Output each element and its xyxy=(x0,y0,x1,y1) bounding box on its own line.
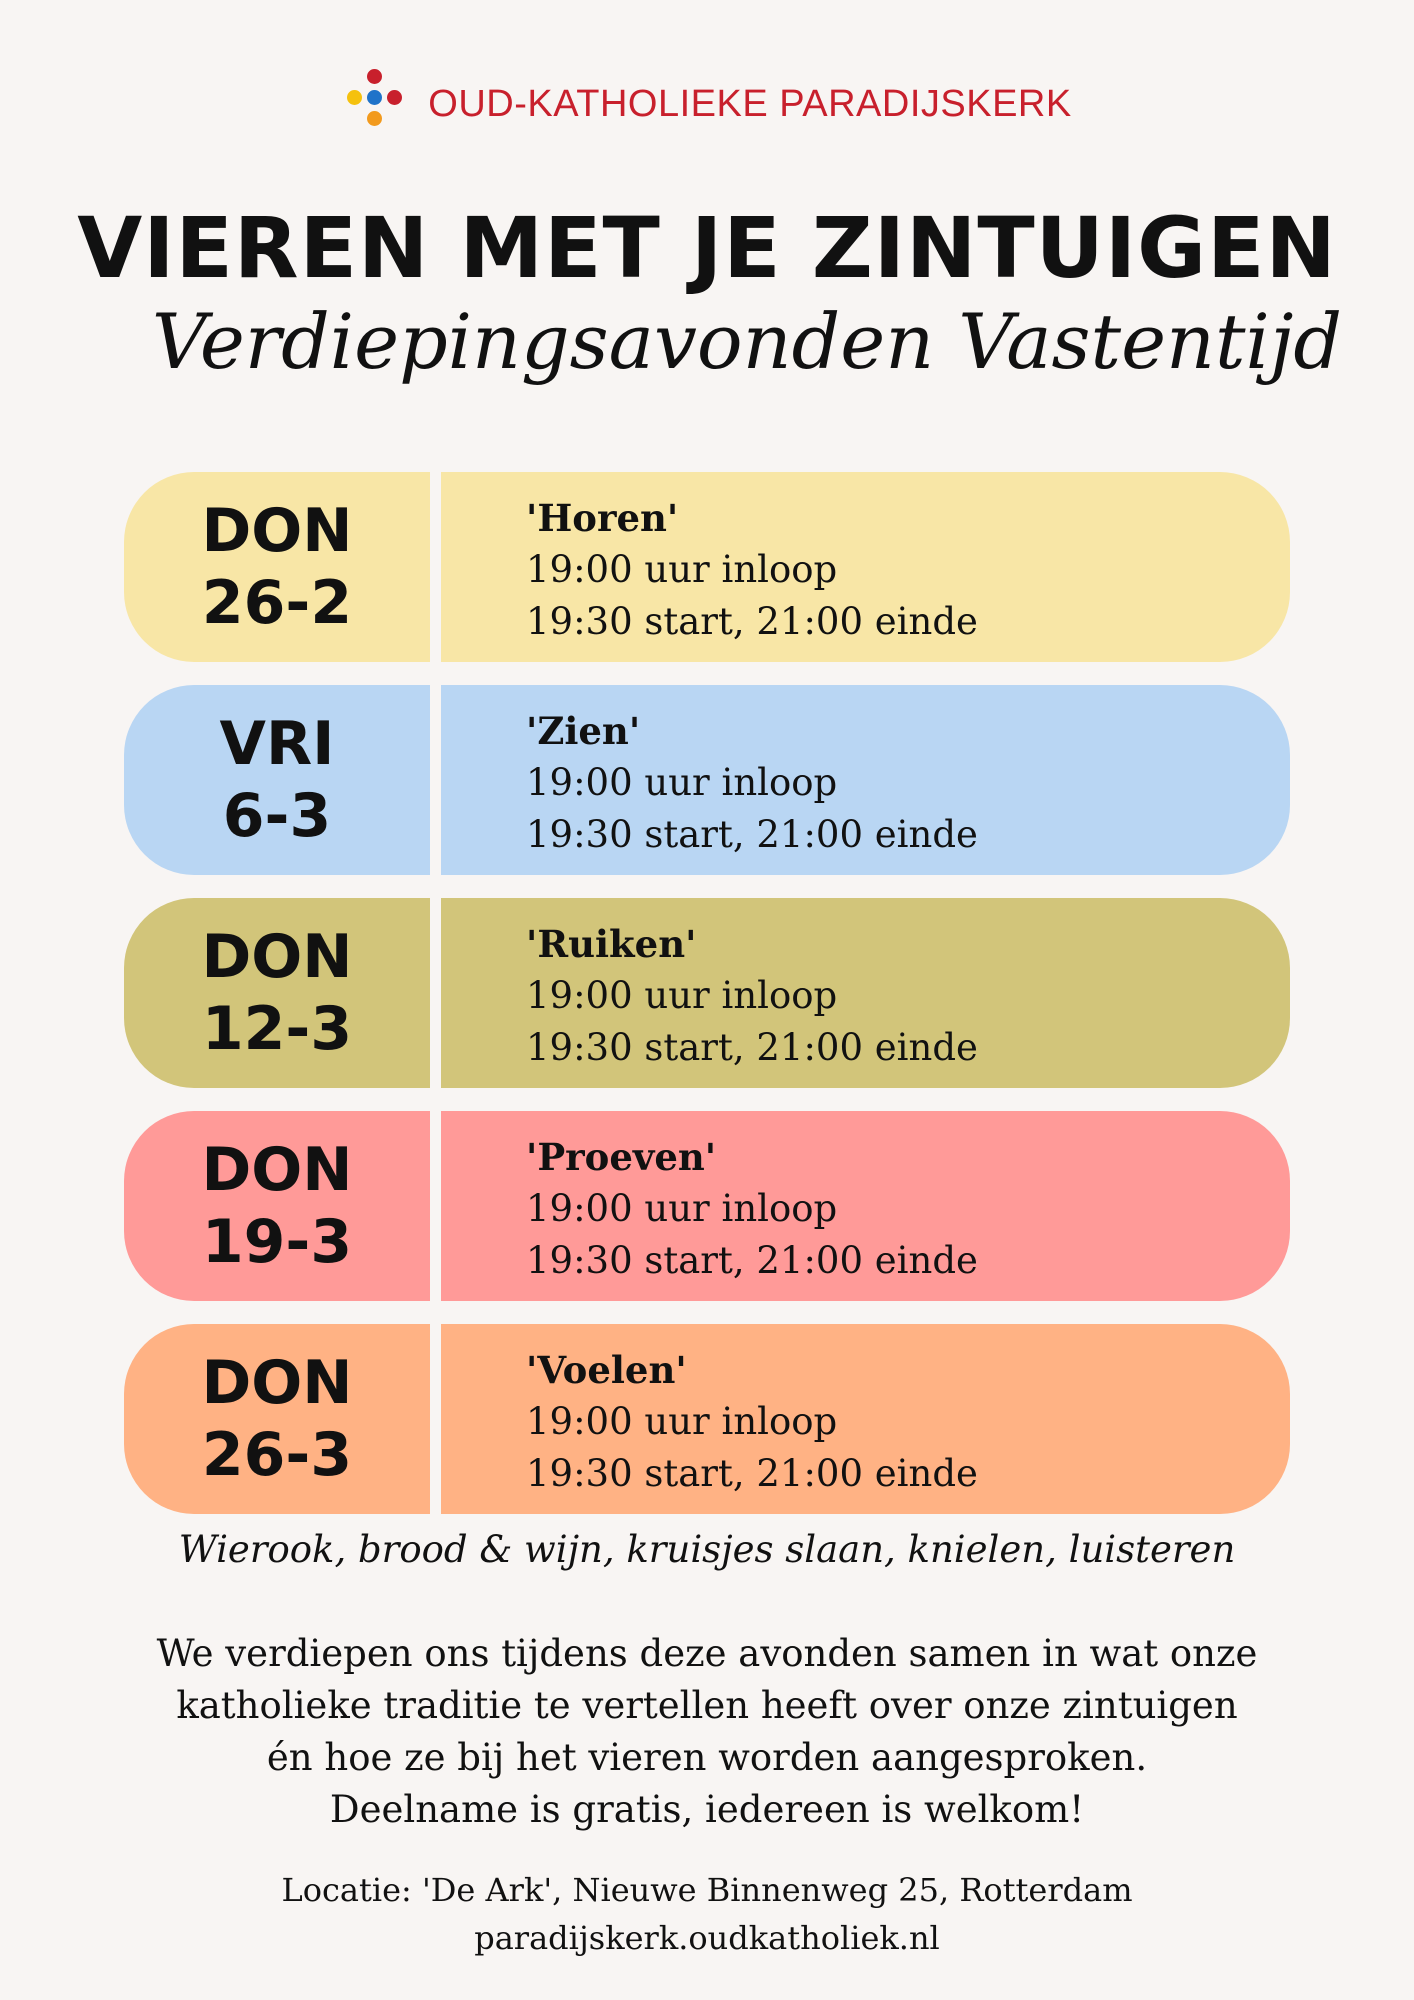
session-date xyxy=(124,1324,430,1514)
session-date xyxy=(124,685,430,875)
red-dot-icon xyxy=(387,90,402,105)
session-card xyxy=(124,898,1290,1088)
church-logo xyxy=(0,64,1414,140)
session-day-number: 12-3 xyxy=(201,994,353,1064)
session-date xyxy=(124,898,430,1088)
session-walk-in-time: 19:00 uur inloop xyxy=(526,761,838,804)
church-name: OUD-KATHOLIEKE PARADIJSKERK xyxy=(428,82,1072,125)
session-day-number: 6-3 xyxy=(222,781,332,851)
session-details xyxy=(526,492,978,648)
session-theme: 'Zien' xyxy=(526,709,641,753)
session-day: DON xyxy=(201,922,353,992)
session-card xyxy=(124,685,1290,875)
session-start-end-time: 19:30 start, 21:00 einde xyxy=(526,813,978,856)
session-theme: 'Voelen' xyxy=(526,1348,687,1392)
tagline: Wierook, brood & wijn, kruisjes slaan, knielen, luisteren xyxy=(178,1528,1236,1571)
session-day: DON xyxy=(201,1135,353,1205)
session-day: DON xyxy=(201,1348,353,1418)
red-dot-icon xyxy=(367,69,382,84)
session-theme: 'Horen' xyxy=(526,496,679,540)
orange-dot-icon xyxy=(367,111,382,126)
session-card xyxy=(124,472,1290,662)
session-walk-in-time: 19:00 uur inloop xyxy=(526,1400,838,1443)
blue-dot-icon xyxy=(367,90,382,105)
description xyxy=(0,1628,1414,1836)
website-link[interactable]: paradijskerk.oudkatholiek.nl xyxy=(474,1919,940,1957)
session-day-number: 19-3 xyxy=(201,1207,353,1277)
session-start-end-time: 19:30 start, 21:00 einde xyxy=(526,1239,978,1282)
session-walk-in-time: 19:00 uur inloop xyxy=(526,1187,838,1230)
location-text: Locatie: 'De Ark', Nieuwe Binnenweg 25, Rotterdam xyxy=(281,1871,1133,1909)
divider xyxy=(430,685,441,875)
session-start-end-time: 19:30 start, 21:00 einde xyxy=(526,1026,978,1069)
description-line: We verdiepen ons tijdens deze avonden samen in wat onze xyxy=(156,1632,1258,1675)
session-walk-in-time: 19:00 uur inloop xyxy=(526,548,838,591)
divider xyxy=(430,1111,441,1301)
session-details xyxy=(526,1131,978,1287)
yellow-dot-icon xyxy=(347,90,362,105)
session-day: DON xyxy=(201,496,353,566)
session-theme: 'Proeven' xyxy=(526,1135,717,1179)
session-theme: 'Ruiken' xyxy=(526,922,697,966)
session-date xyxy=(124,1111,430,1301)
divider xyxy=(430,898,441,1088)
session-card xyxy=(124,1324,1290,1514)
dots-logo-icon xyxy=(342,64,408,140)
page-title: VIEREN MET JE ZINTUIGEN xyxy=(77,199,1337,297)
description-line: Deelname is gratis, iedereen is welkom! xyxy=(329,1788,1085,1831)
session-details xyxy=(526,705,978,861)
session-date xyxy=(124,472,430,662)
session-details xyxy=(526,1344,978,1500)
session-list xyxy=(124,472,1290,1537)
session-day-number: 26-3 xyxy=(201,1420,353,1490)
session-start-end-time: 19:30 start, 21:00 einde xyxy=(526,600,978,643)
session-walk-in-time: 19:00 uur inloop xyxy=(526,974,838,1017)
page-subtitle: Verdiepingsavonden Vastentijd xyxy=(151,297,1343,386)
divider xyxy=(430,1324,441,1514)
description-line: katholieke traditie te vertellen heeft over onze zintuigen xyxy=(176,1684,1238,1727)
session-start-end-time: 19:30 start, 21:00 einde xyxy=(526,1452,978,1495)
session-day-number: 26-2 xyxy=(201,568,353,638)
session-day: VRI xyxy=(219,709,335,779)
session-card xyxy=(124,1111,1290,1301)
divider xyxy=(430,472,441,662)
session-details xyxy=(526,918,978,1074)
description-line: én hoe ze bij het vieren worden aangesproken. xyxy=(266,1736,1148,1779)
footer xyxy=(0,1866,1414,1962)
